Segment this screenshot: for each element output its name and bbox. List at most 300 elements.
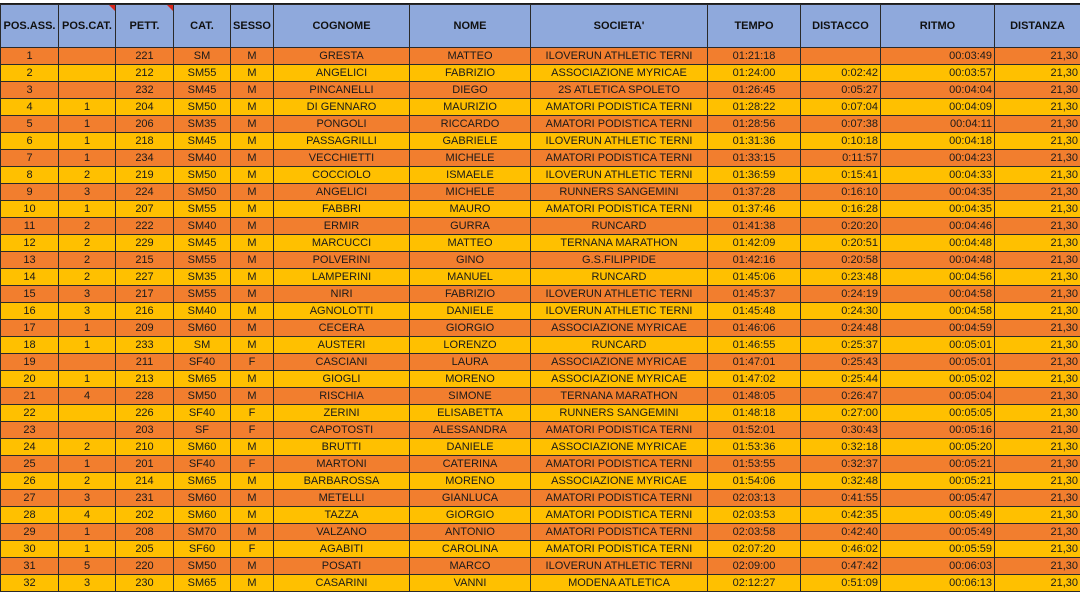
cell-tempo[interactable]: 01:54:06 — [708, 473, 801, 490]
cell-cognome[interactable]: ANGELICI — [274, 184, 410, 201]
cell-distanza[interactable]: 21,30 — [995, 150, 1080, 167]
cell-tempo[interactable]: 01:37:28 — [708, 184, 801, 201]
cell-pos-cat[interactable]: 2 — [59, 473, 116, 490]
cell-sesso[interactable]: M — [231, 218, 274, 235]
cell-nome[interactable]: MORENO — [410, 473, 531, 490]
cell-nome[interactable]: SIMONE — [410, 388, 531, 405]
cell-sesso[interactable]: M — [231, 473, 274, 490]
cell-sesso[interactable]: M — [231, 337, 274, 354]
cell-nome[interactable]: DIEGO — [410, 82, 531, 99]
cell-sesso[interactable]: M — [231, 201, 274, 218]
cell-pos-ass[interactable]: 5 — [1, 116, 59, 133]
cell-pos-cat[interactable] — [59, 65, 116, 82]
cell-sesso[interactable]: M — [231, 490, 274, 507]
cell-pos-cat[interactable]: 1 — [59, 524, 116, 541]
cell-ritmo[interactable]: 00:05:16 — [881, 422, 995, 439]
cell-cat[interactable]: SF40 — [174, 354, 231, 371]
cell-ritmo[interactable]: 00:05:01 — [881, 354, 995, 371]
cell-distacco[interactable]: 0:20:51 — [801, 235, 881, 252]
cell-cat[interactable]: SM45 — [174, 235, 231, 252]
cell-distacco[interactable]: 0:26:47 — [801, 388, 881, 405]
cell-cat[interactable]: SM — [174, 337, 231, 354]
cell-pett[interactable]: 232 — [116, 82, 174, 99]
cell-pos-cat[interactable]: 1 — [59, 116, 116, 133]
cell-pos-cat[interactable] — [59, 354, 116, 371]
cell-ritmo[interactable]: 00:04:56 — [881, 269, 995, 286]
cell-sesso[interactable]: M — [231, 48, 274, 65]
cell-cognome[interactable]: PONGOLI — [274, 116, 410, 133]
cell-distanza[interactable]: 21,30 — [995, 218, 1080, 235]
cell-sesso[interactable]: M — [231, 82, 274, 99]
cell-societa[interactable]: AMATORI PODISTICA TERNI — [531, 150, 708, 167]
cell-cognome[interactable]: TAZZA — [274, 507, 410, 524]
cell-cognome[interactable]: ZERINI — [274, 405, 410, 422]
cell-societa[interactable]: ILOVERUN ATHLETIC TERNI — [531, 303, 708, 320]
cell-pett[interactable]: 227 — [116, 269, 174, 286]
cell-pos-cat[interactable]: 4 — [59, 507, 116, 524]
cell-distanza[interactable]: 21,30 — [995, 167, 1080, 184]
cell-cat[interactable]: SM60 — [174, 320, 231, 337]
cell-cognome[interactable]: CASCIANI — [274, 354, 410, 371]
cell-nome[interactable]: DANIELE — [410, 303, 531, 320]
cell-ritmo[interactable]: 00:05:59 — [881, 541, 995, 558]
cell-distanza[interactable]: 21,30 — [995, 133, 1080, 150]
cell-sesso[interactable]: M — [231, 184, 274, 201]
cell-sesso[interactable]: F — [231, 405, 274, 422]
cell-cat[interactable]: SM55 — [174, 286, 231, 303]
cell-cat[interactable]: SM60 — [174, 507, 231, 524]
cell-tempo[interactable]: 02:03:13 — [708, 490, 801, 507]
cell-cognome[interactable]: POSATI — [274, 558, 410, 575]
cell-societa[interactable]: ASSOCIAZIONE MYRICAE — [531, 65, 708, 82]
cell-cat[interactable]: SM35 — [174, 116, 231, 133]
cell-pett[interactable]: 207 — [116, 201, 174, 218]
cell-distanza[interactable]: 21,30 — [995, 65, 1080, 82]
cell-tempo[interactable]: 01:28:56 — [708, 116, 801, 133]
cell-ritmo[interactable]: 00:04:59 — [881, 320, 995, 337]
cell-nome[interactable]: GABRIELE — [410, 133, 531, 150]
cell-distanza[interactable]: 21,30 — [995, 507, 1080, 524]
cell-nome[interactable]: CAROLINA — [410, 541, 531, 558]
cell-pos-cat[interactable]: 1 — [59, 337, 116, 354]
cell-nome[interactable]: ISMAELE — [410, 167, 531, 184]
cell-tempo[interactable]: 01:47:02 — [708, 371, 801, 388]
cell-distanza[interactable]: 21,30 — [995, 388, 1080, 405]
cell-distanza[interactable]: 21,30 — [995, 82, 1080, 99]
cell-sesso[interactable]: F — [231, 354, 274, 371]
cell-cat[interactable]: SF60 — [174, 541, 231, 558]
cell-ritmo[interactable]: 00:05:05 — [881, 405, 995, 422]
cell-societa[interactable]: ASSOCIAZIONE MYRICAE — [531, 439, 708, 456]
cell-pos-ass[interactable]: 31 — [1, 558, 59, 575]
cell-cat[interactable]: SM70 — [174, 524, 231, 541]
cell-cognome[interactable]: CAPOTOSTI — [274, 422, 410, 439]
cell-cognome[interactable]: ERMIR — [274, 218, 410, 235]
cell-tempo[interactable]: 01:45:48 — [708, 303, 801, 320]
cell-distanza[interactable]: 21,30 — [995, 456, 1080, 473]
cell-pos-ass[interactable]: 13 — [1, 252, 59, 269]
cell-cognome[interactable]: AUSTERI — [274, 337, 410, 354]
cell-pos-ass[interactable]: 23 — [1, 422, 59, 439]
cell-pett[interactable]: 208 — [116, 524, 174, 541]
cell-distanza[interactable]: 21,30 — [995, 558, 1080, 575]
cell-cat[interactable]: SM65 — [174, 575, 231, 592]
cell-distacco[interactable]: 0:27:00 — [801, 405, 881, 422]
cell-pos-ass[interactable]: 6 — [1, 133, 59, 150]
cell-distanza[interactable]: 21,30 — [995, 337, 1080, 354]
cell-cognome[interactable]: AGABITI — [274, 541, 410, 558]
cell-cognome[interactable]: PINCANELLI — [274, 82, 410, 99]
cell-societa[interactable]: RUNCARD — [531, 218, 708, 235]
cell-pett[interactable]: 205 — [116, 541, 174, 558]
cell-tempo[interactable]: 01:52:01 — [708, 422, 801, 439]
cell-ritmo[interactable]: 00:05:01 — [881, 337, 995, 354]
cell-distacco[interactable]: 0:15:41 — [801, 167, 881, 184]
cell-societa[interactable]: ILOVERUN ATHLETIC TERNI — [531, 167, 708, 184]
cell-cat[interactable]: SM — [174, 48, 231, 65]
cell-ritmo[interactable]: 00:06:13 — [881, 575, 995, 592]
cell-nome[interactable]: DANIELE — [410, 439, 531, 456]
cell-ritmo[interactable]: 00:04:35 — [881, 201, 995, 218]
cell-distacco[interactable]: 0:24:48 — [801, 320, 881, 337]
cell-distacco[interactable]: 0:05:27 — [801, 82, 881, 99]
cell-pett[interactable]: 212 — [116, 65, 174, 82]
cell-ritmo[interactable]: 00:05:49 — [881, 507, 995, 524]
cell-pett[interactable]: 221 — [116, 48, 174, 65]
cell-pos-cat[interactable]: 2 — [59, 269, 116, 286]
cell-pett[interactable]: 224 — [116, 184, 174, 201]
cell-pett[interactable]: 210 — [116, 439, 174, 456]
cell-distanza[interactable]: 21,30 — [995, 490, 1080, 507]
cell-pos-cat[interactable]: 3 — [59, 490, 116, 507]
cell-distacco[interactable]: 0:25:37 — [801, 337, 881, 354]
header-nome[interactable]: NOME — [410, 5, 531, 48]
cell-pos-cat[interactable]: 3 — [59, 184, 116, 201]
cell-distanza[interactable]: 21,30 — [995, 252, 1080, 269]
cell-pos-cat[interactable]: 1 — [59, 201, 116, 218]
cell-tempo[interactable]: 01:41:38 — [708, 218, 801, 235]
cell-cognome[interactable]: NIRI — [274, 286, 410, 303]
cell-pett[interactable]: 213 — [116, 371, 174, 388]
cell-ritmo[interactable]: 00:05:20 — [881, 439, 995, 456]
cell-nome[interactable]: MAURIZIO — [410, 99, 531, 116]
cell-cognome[interactable]: METELLI — [274, 490, 410, 507]
cell-pett[interactable]: 230 — [116, 575, 174, 592]
cell-tempo[interactable]: 01:48:05 — [708, 388, 801, 405]
cell-distacco[interactable]: 0:47:42 — [801, 558, 881, 575]
cell-tempo[interactable]: 01:21:18 — [708, 48, 801, 65]
cell-distanza[interactable]: 21,30 — [995, 48, 1080, 65]
header-distacco[interactable]: DISTACCO — [801, 5, 881, 48]
cell-tempo[interactable]: 01:45:37 — [708, 286, 801, 303]
cell-pos-ass[interactable]: 20 — [1, 371, 59, 388]
cell-distanza[interactable]: 21,30 — [995, 116, 1080, 133]
cell-pos-cat[interactable]: 1 — [59, 150, 116, 167]
cell-distacco[interactable]: 0:23:48 — [801, 269, 881, 286]
cell-pos-ass[interactable]: 10 — [1, 201, 59, 218]
header-pett[interactable] — [116, 5, 174, 48]
cell-pett[interactable]: 203 — [116, 422, 174, 439]
cell-distacco[interactable]: 0:07:38 — [801, 116, 881, 133]
cell-cat[interactable]: SM50 — [174, 184, 231, 201]
cell-societa[interactable]: ILOVERUN ATHLETIC TERNI — [531, 286, 708, 303]
cell-cat[interactable]: SF40 — [174, 405, 231, 422]
cell-distanza[interactable]: 21,30 — [995, 524, 1080, 541]
header-pos-ass[interactable]: POS.ASS. — [1, 5, 59, 48]
cell-ritmo[interactable]: 00:04:48 — [881, 252, 995, 269]
cell-sesso[interactable]: M — [231, 167, 274, 184]
cell-ritmo[interactable]: 00:05:04 — [881, 388, 995, 405]
cell-pos-ass[interactable]: 18 — [1, 337, 59, 354]
cell-pos-cat[interactable]: 3 — [59, 575, 116, 592]
cell-ritmo[interactable]: 00:05:21 — [881, 456, 995, 473]
cell-tempo[interactable]: 02:03:58 — [708, 524, 801, 541]
cell-societa[interactable]: ILOVERUN ATHLETIC TERNI — [531, 558, 708, 575]
cell-tempo[interactable]: 01:46:55 — [708, 337, 801, 354]
cell-societa[interactable]: TERNANA MARATHON — [531, 235, 708, 252]
cell-distanza[interactable]: 21,30 — [995, 201, 1080, 218]
cell-distanza[interactable]: 21,30 — [995, 422, 1080, 439]
cell-cat[interactable]: SM55 — [174, 65, 231, 82]
cell-cognome[interactable]: GIOGLI — [274, 371, 410, 388]
cell-societa[interactable]: ILOVERUN ATHLETIC TERNI — [531, 133, 708, 150]
cell-distanza[interactable]: 21,30 — [995, 439, 1080, 456]
cell-sesso[interactable]: M — [231, 303, 274, 320]
header-cat[interactable]: CAT. — [174, 5, 231, 48]
header-distanza[interactable]: DISTANZA — [995, 5, 1080, 48]
cell-sesso[interactable]: M — [231, 388, 274, 405]
cell-societa[interactable]: ASSOCIAZIONE MYRICAE — [531, 371, 708, 388]
cell-cat[interactable]: SM40 — [174, 150, 231, 167]
cell-pos-ass[interactable]: 29 — [1, 524, 59, 541]
cell-cognome[interactable]: FABBRI — [274, 201, 410, 218]
cell-ritmo[interactable]: 00:04:09 — [881, 99, 995, 116]
cell-pos-ass[interactable]: 4 — [1, 99, 59, 116]
cell-pos-ass[interactable]: 8 — [1, 167, 59, 184]
cell-pos-ass[interactable]: 28 — [1, 507, 59, 524]
cell-tempo[interactable]: 02:09:00 — [708, 558, 801, 575]
cell-pos-ass[interactable]: 3 — [1, 82, 59, 99]
cell-nome[interactable]: MATTEO — [410, 235, 531, 252]
cell-cognome[interactable]: MARTONI — [274, 456, 410, 473]
cell-sesso[interactable]: M — [231, 558, 274, 575]
cell-nome[interactable]: GIORGIO — [410, 507, 531, 524]
cell-distanza[interactable]: 21,30 — [995, 541, 1080, 558]
header-pos-cat[interactable] — [59, 5, 116, 48]
cell-cat[interactable]: SM65 — [174, 371, 231, 388]
cell-distacco[interactable]: 0:32:48 — [801, 473, 881, 490]
cell-nome[interactable]: MORENO — [410, 371, 531, 388]
cell-pos-cat[interactable] — [59, 422, 116, 439]
cell-sesso[interactable]: F — [231, 456, 274, 473]
cell-nome[interactable]: GURRA — [410, 218, 531, 235]
cell-ritmo[interactable]: 00:03:57 — [881, 65, 995, 82]
cell-pett[interactable]: 215 — [116, 252, 174, 269]
cell-nome[interactable]: GINO — [410, 252, 531, 269]
cell-societa[interactable]: AMATORI PODISTICA TERNI — [531, 116, 708, 133]
cell-nome[interactable]: VANNI — [410, 575, 531, 592]
cell-ritmo[interactable]: 00:05:21 — [881, 473, 995, 490]
cell-sesso[interactable]: M — [231, 575, 274, 592]
cell-pos-cat[interactable]: 5 — [59, 558, 116, 575]
cell-tempo[interactable]: 01:46:06 — [708, 320, 801, 337]
cell-tempo[interactable]: 01:36:59 — [708, 167, 801, 184]
cell-cat[interactable]: SM60 — [174, 490, 231, 507]
cell-tempo[interactable]: 01:42:09 — [708, 235, 801, 252]
cell-societa[interactable]: 2S ATLETICA SPOLETO — [531, 82, 708, 99]
cell-pos-ass[interactable]: 27 — [1, 490, 59, 507]
cell-distacco[interactable]: 0:42:40 — [801, 524, 881, 541]
cell-societa[interactable]: RUNCARD — [531, 337, 708, 354]
cell-nome[interactable]: MANUEL — [410, 269, 531, 286]
cell-societa[interactable]: G.S.FILIPPIDE — [531, 252, 708, 269]
cell-nome[interactable]: LORENZO — [410, 337, 531, 354]
cell-pos-ass[interactable]: 12 — [1, 235, 59, 252]
cell-ritmo[interactable]: 00:04:11 — [881, 116, 995, 133]
cell-nome[interactable]: GIORGIO — [410, 320, 531, 337]
cell-cognome[interactable]: CECERA — [274, 320, 410, 337]
cell-pos-cat[interactable]: 1 — [59, 456, 116, 473]
cell-sesso[interactable]: M — [231, 439, 274, 456]
cell-distacco[interactable]: 0:46:02 — [801, 541, 881, 558]
cell-cat[interactable]: SM40 — [174, 218, 231, 235]
cell-pett[interactable]: 201 — [116, 456, 174, 473]
cell-cat[interactable]: SM40 — [174, 303, 231, 320]
cell-ritmo[interactable]: 00:04:35 — [881, 184, 995, 201]
cell-sesso[interactable]: M — [231, 133, 274, 150]
cell-nome[interactable]: ANTONIO — [410, 524, 531, 541]
cell-pos-ass[interactable]: 2 — [1, 65, 59, 82]
cell-pos-ass[interactable]: 17 — [1, 320, 59, 337]
cell-cognome[interactable]: BARBAROSSA — [274, 473, 410, 490]
cell-cat[interactable]: SM60 — [174, 439, 231, 456]
cell-distanza[interactable]: 21,30 — [995, 235, 1080, 252]
cell-ritmo[interactable]: 00:04:46 — [881, 218, 995, 235]
cell-cat[interactable]: SM50 — [174, 167, 231, 184]
cell-tempo[interactable]: 02:03:53 — [708, 507, 801, 524]
cell-cognome[interactable]: DI GENNARO — [274, 99, 410, 116]
cell-pett[interactable]: 234 — [116, 150, 174, 167]
cell-pos-ass[interactable]: 32 — [1, 575, 59, 592]
cell-distacco[interactable]: 0:11:57 — [801, 150, 881, 167]
cell-nome[interactable]: GIANLUCA — [410, 490, 531, 507]
cell-pos-ass[interactable]: 14 — [1, 269, 59, 286]
cell-cognome[interactable]: GRESTA — [274, 48, 410, 65]
cell-ritmo[interactable]: 00:05:47 — [881, 490, 995, 507]
cell-distacco[interactable]: 0:16:28 — [801, 201, 881, 218]
cell-sesso[interactable]: M — [231, 320, 274, 337]
cell-tempo[interactable]: 01:28:22 — [708, 99, 801, 116]
cell-pos-cat[interactable]: 1 — [59, 320, 116, 337]
cell-tempo[interactable]: 01:48:18 — [708, 405, 801, 422]
cell-distacco[interactable]: 0:16:10 — [801, 184, 881, 201]
cell-pos-cat[interactable]: 1 — [59, 133, 116, 150]
cell-ritmo[interactable]: 00:04:23 — [881, 150, 995, 167]
cell-societa[interactable]: ASSOCIAZIONE MYRICAE — [531, 320, 708, 337]
cell-cognome[interactable]: PASSAGRILLI — [274, 133, 410, 150]
cell-sesso[interactable]: M — [231, 524, 274, 541]
cell-nome[interactable]: CATERINA — [410, 456, 531, 473]
comment-marker-icon[interactable] — [167, 5, 173, 11]
cell-cognome[interactable]: MARCUCCI — [274, 235, 410, 252]
cell-cat[interactable]: SM50 — [174, 558, 231, 575]
cell-cognome[interactable]: BRUTTI — [274, 439, 410, 456]
header-sesso[interactable]: SESSO — [231, 5, 274, 48]
cell-distacco[interactable]: 0:24:30 — [801, 303, 881, 320]
cell-nome[interactable]: ALESSANDRA — [410, 422, 531, 439]
cell-ritmo[interactable]: 00:05:49 — [881, 524, 995, 541]
cell-pos-ass[interactable]: 19 — [1, 354, 59, 371]
cell-tempo[interactable]: 02:12:27 — [708, 575, 801, 592]
cell-pos-ass[interactable]: 22 — [1, 405, 59, 422]
cell-tempo[interactable]: 01:53:55 — [708, 456, 801, 473]
cell-nome[interactable]: MATTEO — [410, 48, 531, 65]
cell-pett[interactable]: 206 — [116, 116, 174, 133]
cell-societa[interactable]: AMATORI PODISTICA TERNI — [531, 99, 708, 116]
cell-pos-cat[interactable]: 2 — [59, 439, 116, 456]
cell-pos-ass[interactable]: 21 — [1, 388, 59, 405]
comment-marker-icon[interactable] — [109, 5, 115, 11]
cell-societa[interactable]: AMATORI PODISTICA TERNI — [531, 541, 708, 558]
cell-pos-ass[interactable]: 9 — [1, 184, 59, 201]
cell-pos-cat[interactable]: 2 — [59, 218, 116, 235]
cell-societa[interactable]: TERNANA MARATHON — [531, 388, 708, 405]
cell-distacco[interactable]: 0:32:18 — [801, 439, 881, 456]
cell-societa[interactable]: AMATORI PODISTICA TERNI — [531, 201, 708, 218]
cell-pos-cat[interactable] — [59, 82, 116, 99]
cell-distanza[interactable]: 21,30 — [995, 99, 1080, 116]
cell-pos-ass[interactable]: 24 — [1, 439, 59, 456]
cell-tempo[interactable]: 01:26:45 — [708, 82, 801, 99]
cell-distacco[interactable]: 0:07:04 — [801, 99, 881, 116]
cell-tempo[interactable]: 01:53:36 — [708, 439, 801, 456]
cell-cognome[interactable]: VALZANO — [274, 524, 410, 541]
cell-pos-cat[interactable] — [59, 48, 116, 65]
cell-cat[interactable]: SF40 — [174, 456, 231, 473]
cell-societa[interactable]: ASSOCIAZIONE MYRICAE — [531, 473, 708, 490]
cell-ritmo[interactable]: 00:06:03 — [881, 558, 995, 575]
cell-nome[interactable]: FABRIZIO — [410, 286, 531, 303]
cell-pos-cat[interactable]: 2 — [59, 252, 116, 269]
cell-pos-ass[interactable]: 16 — [1, 303, 59, 320]
cell-cognome[interactable]: POLVERINI — [274, 252, 410, 269]
cell-distacco[interactable]: 0:02:42 — [801, 65, 881, 82]
cell-distacco[interactable]: 0:25:44 — [801, 371, 881, 388]
cell-pett[interactable]: 216 — [116, 303, 174, 320]
cell-pos-ass[interactable]: 11 — [1, 218, 59, 235]
cell-distanza[interactable]: 21,30 — [995, 371, 1080, 388]
cell-societa[interactable]: RUNNERS SANGEMINI — [531, 405, 708, 422]
cell-tempo[interactable]: 01:24:00 — [708, 65, 801, 82]
cell-sesso[interactable]: M — [231, 269, 274, 286]
cell-distacco[interactable]: 0:32:37 — [801, 456, 881, 473]
cell-pos-cat[interactable]: 2 — [59, 235, 116, 252]
cell-pos-cat[interactable]: 1 — [59, 371, 116, 388]
cell-ritmo[interactable]: 00:04:33 — [881, 167, 995, 184]
cell-distanza[interactable]: 21,30 — [995, 405, 1080, 422]
cell-tempo[interactable]: 01:45:06 — [708, 269, 801, 286]
cell-distanza[interactable]: 21,30 — [995, 575, 1080, 592]
cell-nome[interactable]: MICHELE — [410, 184, 531, 201]
cell-ritmo[interactable]: 00:04:18 — [881, 133, 995, 150]
cell-sesso[interactable]: M — [231, 286, 274, 303]
cell-tempo[interactable]: 01:42:16 — [708, 252, 801, 269]
cell-cognome[interactable]: LAMPERINI — [274, 269, 410, 286]
header-ritmo[interactable]: RITMO — [881, 5, 995, 48]
cell-nome[interactable]: RICCARDO — [410, 116, 531, 133]
cell-societa[interactable]: RUNNERS SANGEMINI — [531, 184, 708, 201]
cell-tempo[interactable]: 02:07:20 — [708, 541, 801, 558]
